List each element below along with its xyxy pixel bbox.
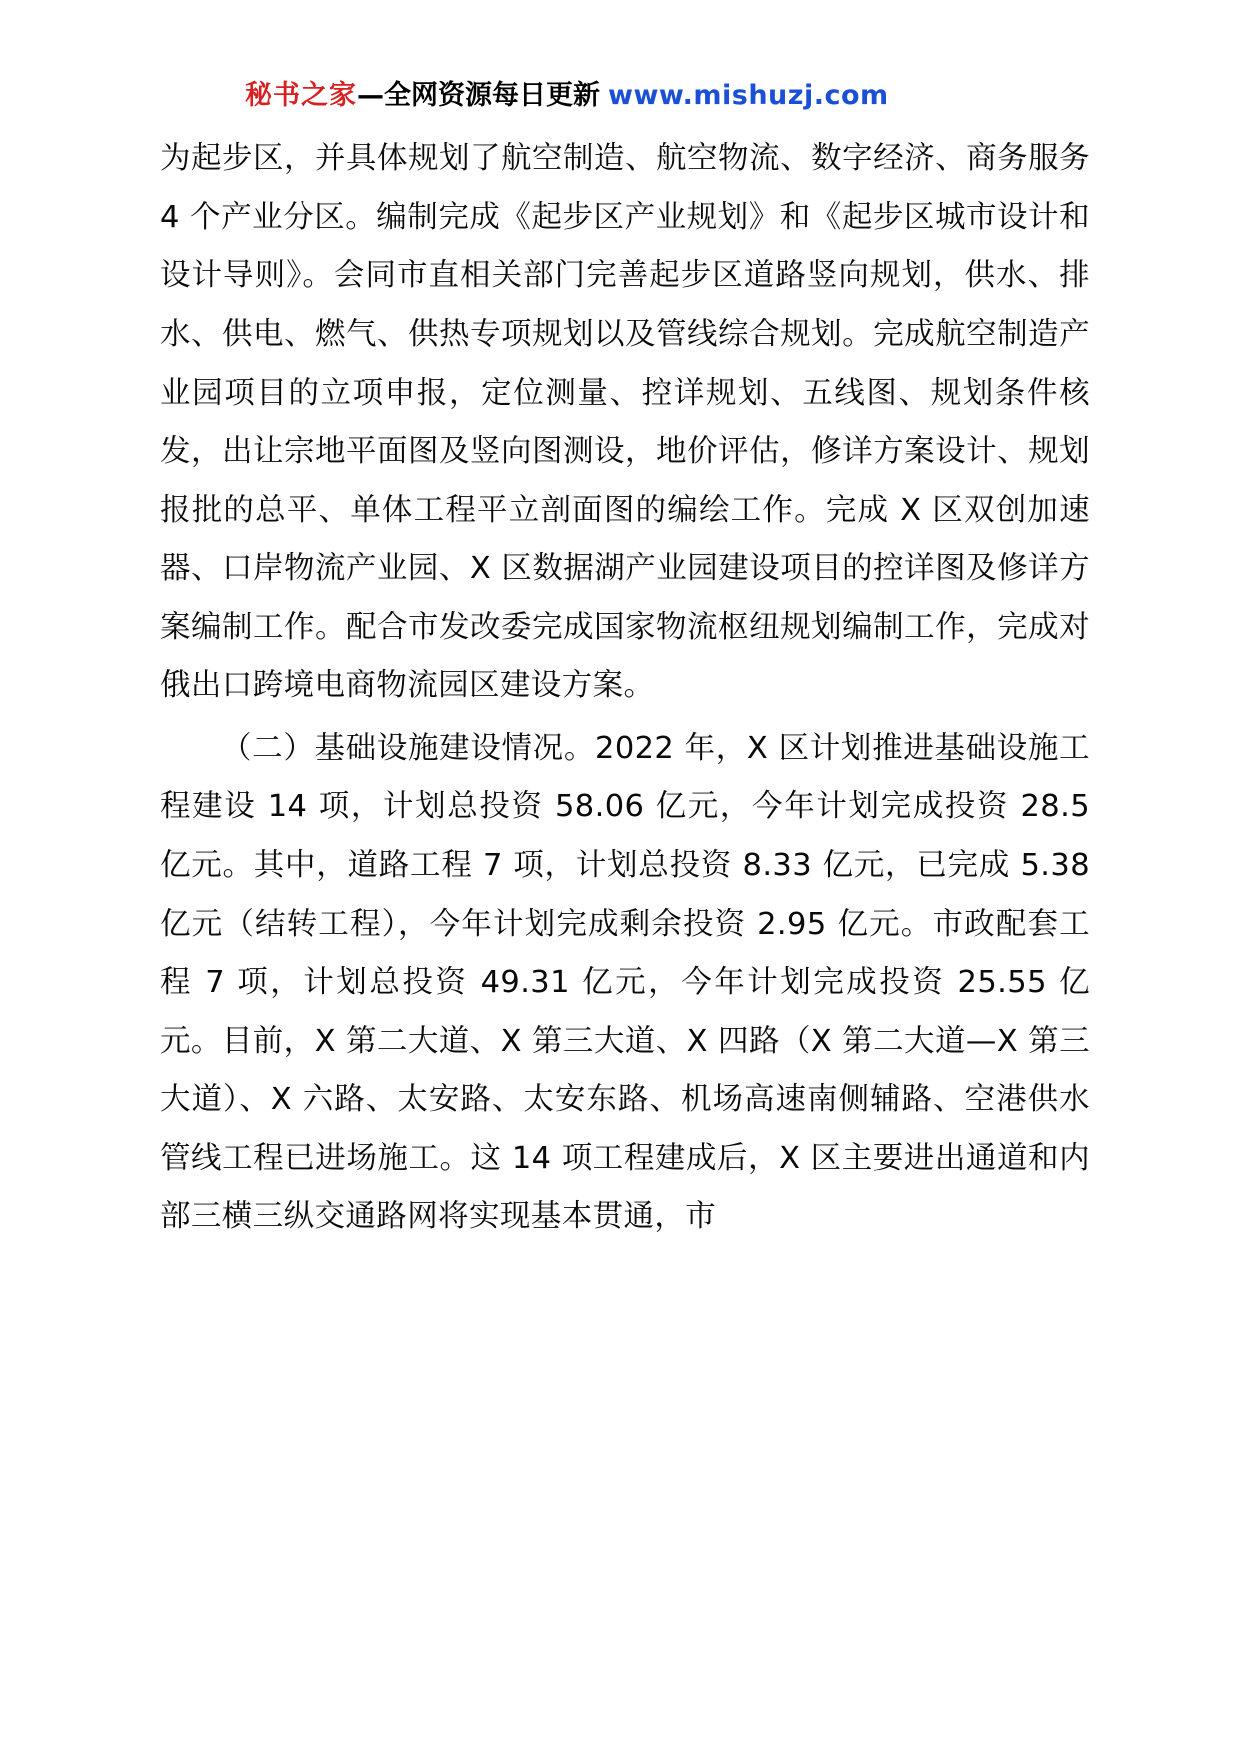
watermark-dash: — xyxy=(357,80,384,111)
watermark-tagline: 全网资源每日更新 xyxy=(384,80,600,111)
site-watermark xyxy=(245,80,1090,112)
paragraph-continued: 为起步区，并具体规划了航空制造、航空物流、数字经济、商务服务 4 个产业分区。编制完成《起步区产业规划》和《起步区城市设计和设计导则》。会同市直相关部门完善起步区道路竖向规划，供水、排水、供电、燃气、供热专项规划以及管线综合规划。完成航空制造产业园项目的立项申报，定位测量、控详规划、五线图、规划条件核发，出让宗地平面图及竖向图测设，地价评估，修详方案设计、规划报批的总平、单体工程平立剖面图的编绘工作。完成 X 区双创加速器、口岸物流产业园、X 区数据湖产业园建设项目的控详图及修详方案编制工作。配合市发改委完成国家物流枢纽规划编制工作，完成对俄出口跨境电商物流园区建设方案。 xyxy=(160,141,1090,704)
paragraph-infrastructure: （二）基础设施建设情况。2022 年，X 区计划推进基础设施工程建设 14 项，计划总投资 58.06 亿元，今年计划完成投资 28.5 亿元。其中，道路工程 7 项，计划总投资 8.33 亿元，已完成 5.38 亿元（结转工程），今年计划完成剩余投资 2.95 亿元。市政配套工程 7 项，计划总投资 49.31 亿元，今年计划完成投资 25.55 亿元。目前，X 第二大道、X 第三大道、X 四路（X 第二大道—X 第三大道）、X 六路、太安路、太安东路、机场高速南侧辅路、空港供水管线工程已进场施工。这 14 项工程建成后，X 区主要进出通道和内部三横三纵交通路网将实现基本贯通，市 xyxy=(160,730,1090,1235)
watermark-brand: 秘书之家 xyxy=(245,80,357,111)
watermark-url[interactable]: www.mishuzj.com xyxy=(608,80,889,111)
